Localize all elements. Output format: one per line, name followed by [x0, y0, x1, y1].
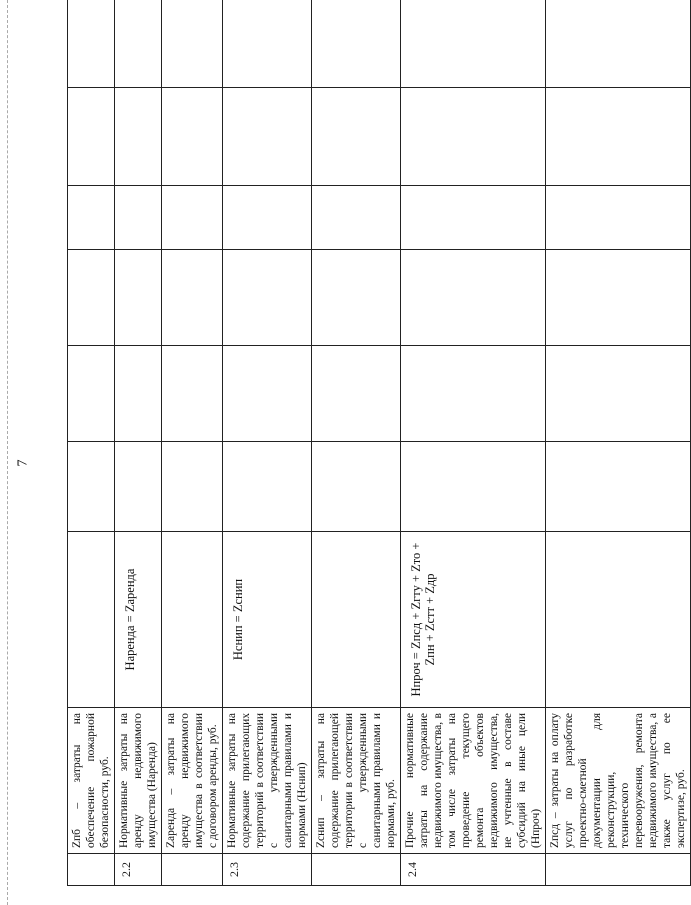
- empty-cell: [401, 0, 546, 88]
- empty-cell: [312, 88, 401, 186]
- empty-cell: [162, 0, 223, 88]
- cost-description: Нормативные затраты на аренду недвижимого имущества (Наренда): [115, 708, 162, 854]
- empty-cell: [162, 442, 223, 532]
- empty-cell: [401, 88, 546, 186]
- row-number: [162, 854, 223, 886]
- row-number: 2.4: [401, 854, 546, 886]
- empty-cell: [401, 442, 546, 532]
- empty-cell: [68, 0, 115, 88]
- empty-cell: [162, 250, 223, 346]
- empty-cell: [312, 442, 401, 532]
- empty-cell: [115, 0, 162, 88]
- empty-cell: [162, 88, 223, 186]
- empty-cell: [68, 442, 115, 532]
- table-row: [546, 0, 691, 886]
- empty-cell: [401, 346, 546, 442]
- empty-cell: [162, 346, 223, 442]
- cost-formula: Нпроч = Zпсд + Zгту + Zто + Zпн + Zстт + Zдр: [401, 532, 546, 708]
- table-row: [68, 0, 115, 886]
- row-number: 2.3: [223, 854, 312, 886]
- cost-description: Zснип – затраты на содержание прилегающей территории в соответствии с утвержденными санитарными правилами и нормами, руб.: [312, 708, 401, 854]
- table-row: [223, 0, 312, 886]
- empty-cell: [401, 186, 546, 250]
- empty-cell: [223, 0, 312, 88]
- empty-cell: [162, 186, 223, 250]
- page-number: 7: [15, 459, 31, 467]
- cost-formula: [312, 532, 401, 708]
- empty-cell: [223, 346, 312, 442]
- empty-cell: [546, 88, 691, 186]
- cost-description: Прочие нормативные затраты на содержание недвижимого имущества, в том числе затраты на проведение текущего ремонта объектов недвижимого имущества, не учтенные в составе субсидий на иные цели (Нпроч): [401, 708, 546, 854]
- empty-cell: [223, 442, 312, 532]
- table-row: [312, 0, 401, 886]
- cost-formula: Нснип = Zснип: [223, 532, 312, 708]
- empty-cell: [312, 250, 401, 346]
- empty-cell: [223, 250, 312, 346]
- empty-cell: [312, 346, 401, 442]
- binding-margin-line: [7, 0, 8, 905]
- cost-formula: Наренда = Zаренда: [115, 532, 162, 708]
- cost-description: Нормативные затраты на содержание прилегающих территорий в соответствии с утвержденными санитарными правилами и нормами (Нснип): [223, 708, 312, 854]
- empty-cell: [546, 186, 691, 250]
- rotated-page: [67, 0, 687, 895]
- row-number: 2.2: [115, 854, 162, 886]
- empty-cell: [68, 88, 115, 186]
- row-number: [312, 854, 401, 886]
- cost-formula: [546, 532, 691, 708]
- empty-cell: [546, 346, 691, 442]
- cost-description: Zпсд – затраты на оплату услуг по разработке проектно-сметной документации для реконструкции, технического перевооружения, ремонта недвижимого имущества, а также услуг по ее экспертизе, руб.: [546, 708, 691, 854]
- empty-cell: [312, 186, 401, 250]
- empty-cell: [115, 346, 162, 442]
- empty-cell: [115, 442, 162, 532]
- empty-cell: [115, 186, 162, 250]
- empty-cell: [546, 250, 691, 346]
- table-row: [401, 0, 546, 886]
- cost-norms-table: [67, 0, 691, 886]
- row-number: [68, 854, 115, 886]
- empty-cell: [223, 88, 312, 186]
- empty-cell: [223, 186, 312, 250]
- cost-description: Zаренда – затраты на аренду недвижимого имущества в соответствии с договором аренды, руб.: [162, 708, 223, 854]
- cost-formula: [68, 532, 115, 708]
- empty-cell: [115, 88, 162, 186]
- table-row: [115, 0, 162, 886]
- empty-cell: [68, 346, 115, 442]
- empty-cell: [546, 442, 691, 532]
- cost-description: Zпб – затраты на обеспечение пожарной безопасности, руб.: [68, 708, 115, 854]
- row-number: [546, 854, 691, 886]
- empty-cell: [312, 0, 401, 88]
- empty-cell: [546, 0, 691, 88]
- empty-cell: [115, 250, 162, 346]
- empty-cell: [68, 250, 115, 346]
- cost-formula: [162, 532, 223, 708]
- empty-cell: [401, 250, 546, 346]
- table-row: [162, 0, 223, 886]
- empty-cell: [68, 186, 115, 250]
